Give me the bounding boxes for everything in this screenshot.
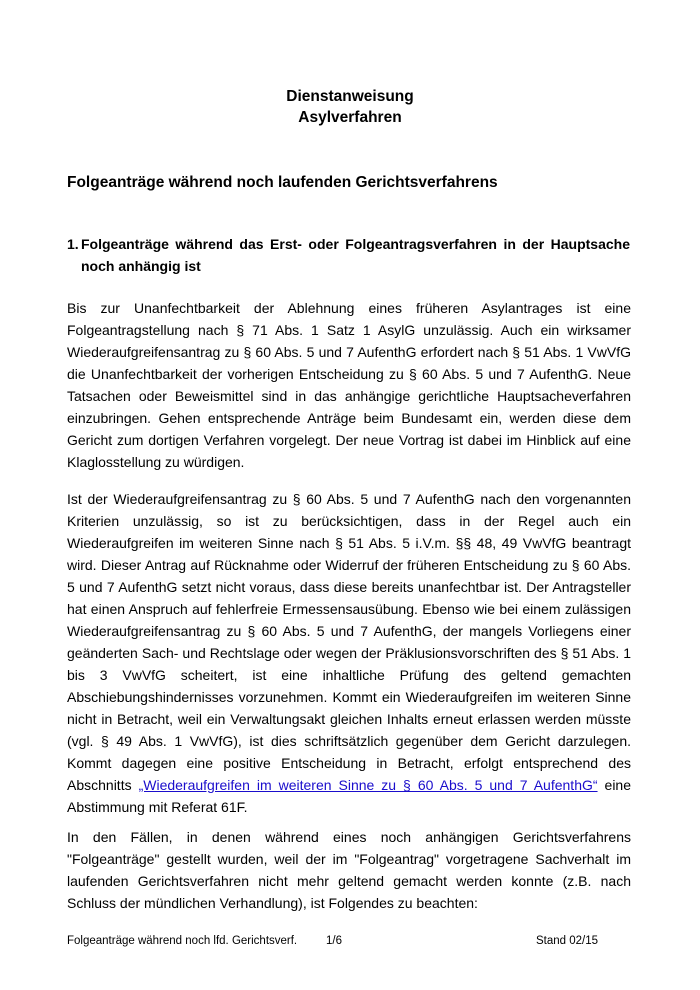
paragraph-2-text-end: eine Abstimmung mit Referat 61F. (67, 777, 632, 815)
section-heading (67, 234, 630, 277)
footer-version: Stand 02/15 (536, 935, 599, 947)
footer-page-number: 1/6 (326, 935, 342, 947)
document-title: Dienstanweisung (286, 88, 414, 105)
footer-title: Folgeanträge während noch lfd. Gerichtsverf. (67, 935, 298, 947)
paragraph-1: Bis zur Unanfechtbarkeit der Ablehnung eines früheren Asylantrages ist eine Folgeantragstellung nach § 71 Abs. 1 Satz 1 AsylG unzulässig. Auch ein wirksamer Wiederaufgreifensantrag zu § 60 Abs. 5 und 7 AufenthG erfordert nach § 51 Abs. 1 VwVfG die Unanfechtbarkeit der vorherigen Entscheidung zu § 60 Abs. 5 und 7 AufenthG. Neue Tatsachen oder Beweismittel sind in das anhängige gerichtliche Hauptsacheverfahren einzubringen. Gehen entsprechende Anträge beim Bundesamt ein, werden diese dem Gericht zum dortigen Verfahren vorgelegt. Der neue Vortrag ist dabei im Hinblick auf eine Klaglosstellung zu würdigen. (67, 300, 631, 470)
paragraph-3: In den Fällen, in denen während eines noch anhängigen Gerichtsverfahrens "Folgeanträge" gestellt wurden, weil der im "Folgeantrag" vorgetragene Sachverhalt im laufenden Gerichtsverfahren nicht mehr geltend gemacht werden konnte (z.B. nach Schluss der mündlichen Verhandlung), ist Folgendes zu beachten: (67, 829, 631, 911)
section-number: 1. (67, 236, 79, 252)
section-title: Folgeanträge während das Erst- oder Folgeantragsverfahren in der Hauptsache noch anhängig ist (81, 236, 630, 274)
cross-reference-link[interactable]: „Wiederaufgreifen im weiteren Sinne zu § 60 Abs. 5 und 7 AufenthG“ (138, 777, 598, 793)
paragraph-2-text-start: Ist der Wiederaufgreifensantrag zu § 60 Abs. 5 und 7 AufenthG nach den vorgenannten Kriterien unzulässig, so ist zu berücksichtigen, dass in der Regel auch ein Wiederaufgreifen im weiteren Sinne nach § 51 Abs. 5 i.V.m. §§ 48, 49 VwVfG beantragt wird. Dieser Antrag auf Rücknahme oder Widerruf der früheren Entscheidung zu § 60 Abs. 5 und 7 AufenthG setzt nicht voraus, dass diese bereits unanfechtbar ist. Der Antragsteller hat einen Anspruch auf fehlerfreie Ermessensausübung. Ebenso wie bei einem zulässigen Wiederaufgreifensantrag zu § 60 Abs. 5 und 7 AufenthG, der mangels Vorliegens einer geänderten Sach- und Rechtslage oder wegen der Präklusionsvorschriften des § 51 Abs. 1 bis 3 VwVfG scheitert, ist eine inhaltliche Prüfung des geltend gemachten Abschiebungshindernisses vorzunehmen. Kommt ein Wiederaufgreifen im weiteren Sinne nicht in Betracht, weil ein Verwaltungsakt gleichen Inhalts erneut erlassen werden müsste (vgl. § 49 Abs. 1 VwVfG), ist dies schriftsätzlich gegenüber dem Gericht darzulegen. Kommt dagegen eine positive Entscheidung in Betracht, erfolgt entsprechend des Abschnitts (67, 491, 631, 793)
document-subtitle: Asylverfahren (298, 109, 402, 126)
paragraph-2 (67, 488, 631, 818)
chapter-heading: Folgeanträge während noch laufenden Gerichtsverfahrens (67, 174, 498, 191)
